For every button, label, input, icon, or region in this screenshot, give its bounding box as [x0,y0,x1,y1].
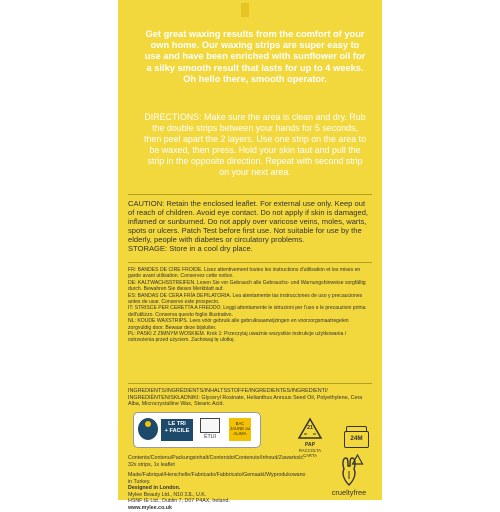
caution-block [128,199,372,254]
made-in-text: Made/Fabriqué/Herschelle/Fabricado/Fabbricato/Gemaakt/Wyprodukowano in Turkey. [128,472,306,485]
cruelty-free-bunny-icon [330,457,368,488]
etui-label: ÉTUI [204,434,216,440]
facile-text: + FACILE [164,428,190,434]
triman-sorting-label [133,412,261,448]
storage-text: STORAGE: Store in a cool dry place. [128,244,253,254]
translation-de: DE: KALTWACHSSTREIFEN. Lesen Sie vor Gebrauch alle Gebrauchs- und Warnungshinweise sorgfältig durch. Bewahren Sie dieses Merkblatt auf. [128,279,366,293]
translation-nl: NL: KOUDE WAXSTRIPS. Lees vóór gebruik alle gebruiksaanwijzingen en voorzorgsmaatregelen zorgvuldig door. Bewaar deze bijsluiter. [128,318,349,331]
address-ie: HSNF IE Ltd., Dublin 7, D07 P4AX, Ireland. [128,498,230,505]
divider-middle [128,262,372,263]
pap-recycling-mark [295,418,325,456]
manufacturer-block [128,472,308,512]
carton-box-icon [200,418,220,433]
package-back-panel [118,0,382,511]
translation-it: IT: STRISCE PER CERETTA A FREDDO. Leggi attentamente le istruzioni per l'uso e le precauzioni prima dell'utilizzo. Conserva questo foglio illustrativo. [128,305,366,318]
designed-in-text: Designed in London. [128,485,181,492]
intro-text: Get great waxing results from the comfort of your own home. Our waxing strips are super easy to use and have been enriched with sunflower oil for a silky smooth result that lasts for up to 4 weeks. Oh hello there, smooth operator. [144,29,366,84]
translation-fr: FR: BANDES DE CIRE FROIDE. Lisez attentivement toutes les instructions d'utilisation et les mises en garde avant utilisation. Conservez cette notice. [128,267,361,280]
translations-block [128,267,372,344]
translation-es: ES: BANDAS DE CERA FRÍA DEPILATORIA. Lea atentamente las instrucciones de uso y precauciones antes de usar. Conserve este prospecto. [128,292,363,306]
period-after-opening-icon [344,426,369,447]
pap-number: 21 [306,425,314,431]
translation-pl: PL: PASKI Z ZIMNYM WOSKIEM. Krok 1: Przeczytaj uważnie wszystkie instrukcje użytkowania i ostrzeżenia przed użyciem. Zachowaj tę ulotkę. [128,331,346,344]
ingredients-list: INGREDIËNTEN/SKŁADNIKI: Glyceryl Rosinate, Helianthus Annuus Seed Oil, Polyethylene, Cera Alba, Microcrystalline Wax, Stearic Acid. [128,394,363,408]
website-text: www.mylee.co.uk [128,504,172,511]
yellow-bin-icon: BAC JAUNE ou ALIMA [229,418,251,441]
packaging-tab [241,3,249,17]
le-tri-text: LE TRI [168,421,186,427]
directions-text: DIRECTIONS: Make sure the area is clean and dry. Rub the double strips between your hands for 5 seconds, then peel apart the 2 layers. Use one strip on the area to be waxed, then press. Hold your skin taut and pull the strip in the opposite direction. Repeat with second strip on your next area. [144,112,367,177]
triman-person-icon [138,418,158,440]
ingredients-block [128,388,372,408]
divider-ingredients [128,383,372,384]
le-tri-badge [161,419,193,441]
divider-top [128,194,372,195]
caution-text: CAUTION: Retain the enclosed leaflet. For external use only. Keep out of reach of children. Avoid eye contact. Do not apply if skin is damaged, inflamed or sunburned. Do not apply over varicose veins, moles, warts, spots or ulcers. Patch Test before first use. Not suitable for use by the elderly, people with diabetes or circulatory problems. [128,199,369,245]
pap-collection-text: RACCOLTA CARTA [298,448,322,458]
cruelty-free-text: crueltyfree [331,488,367,497]
address-uk: Mylee Beauty Ltd., N10 2JL, U.K. [128,491,207,498]
pap-code: PAP [305,442,315,448]
period-after-opening-text: 24M [350,435,363,442]
contents-text: Contents/Contenu/Packungsinhalt/Contenido/Contenuto/Inhoud/Zawartość: 32x strips, 1x leaflet [128,455,305,468]
ingredients-header: INGREDIENTS/INGRÉDIENTS/INHALTSSTOFFE/INGREDIENTES/INGREDIENTI/ [128,388,328,394]
